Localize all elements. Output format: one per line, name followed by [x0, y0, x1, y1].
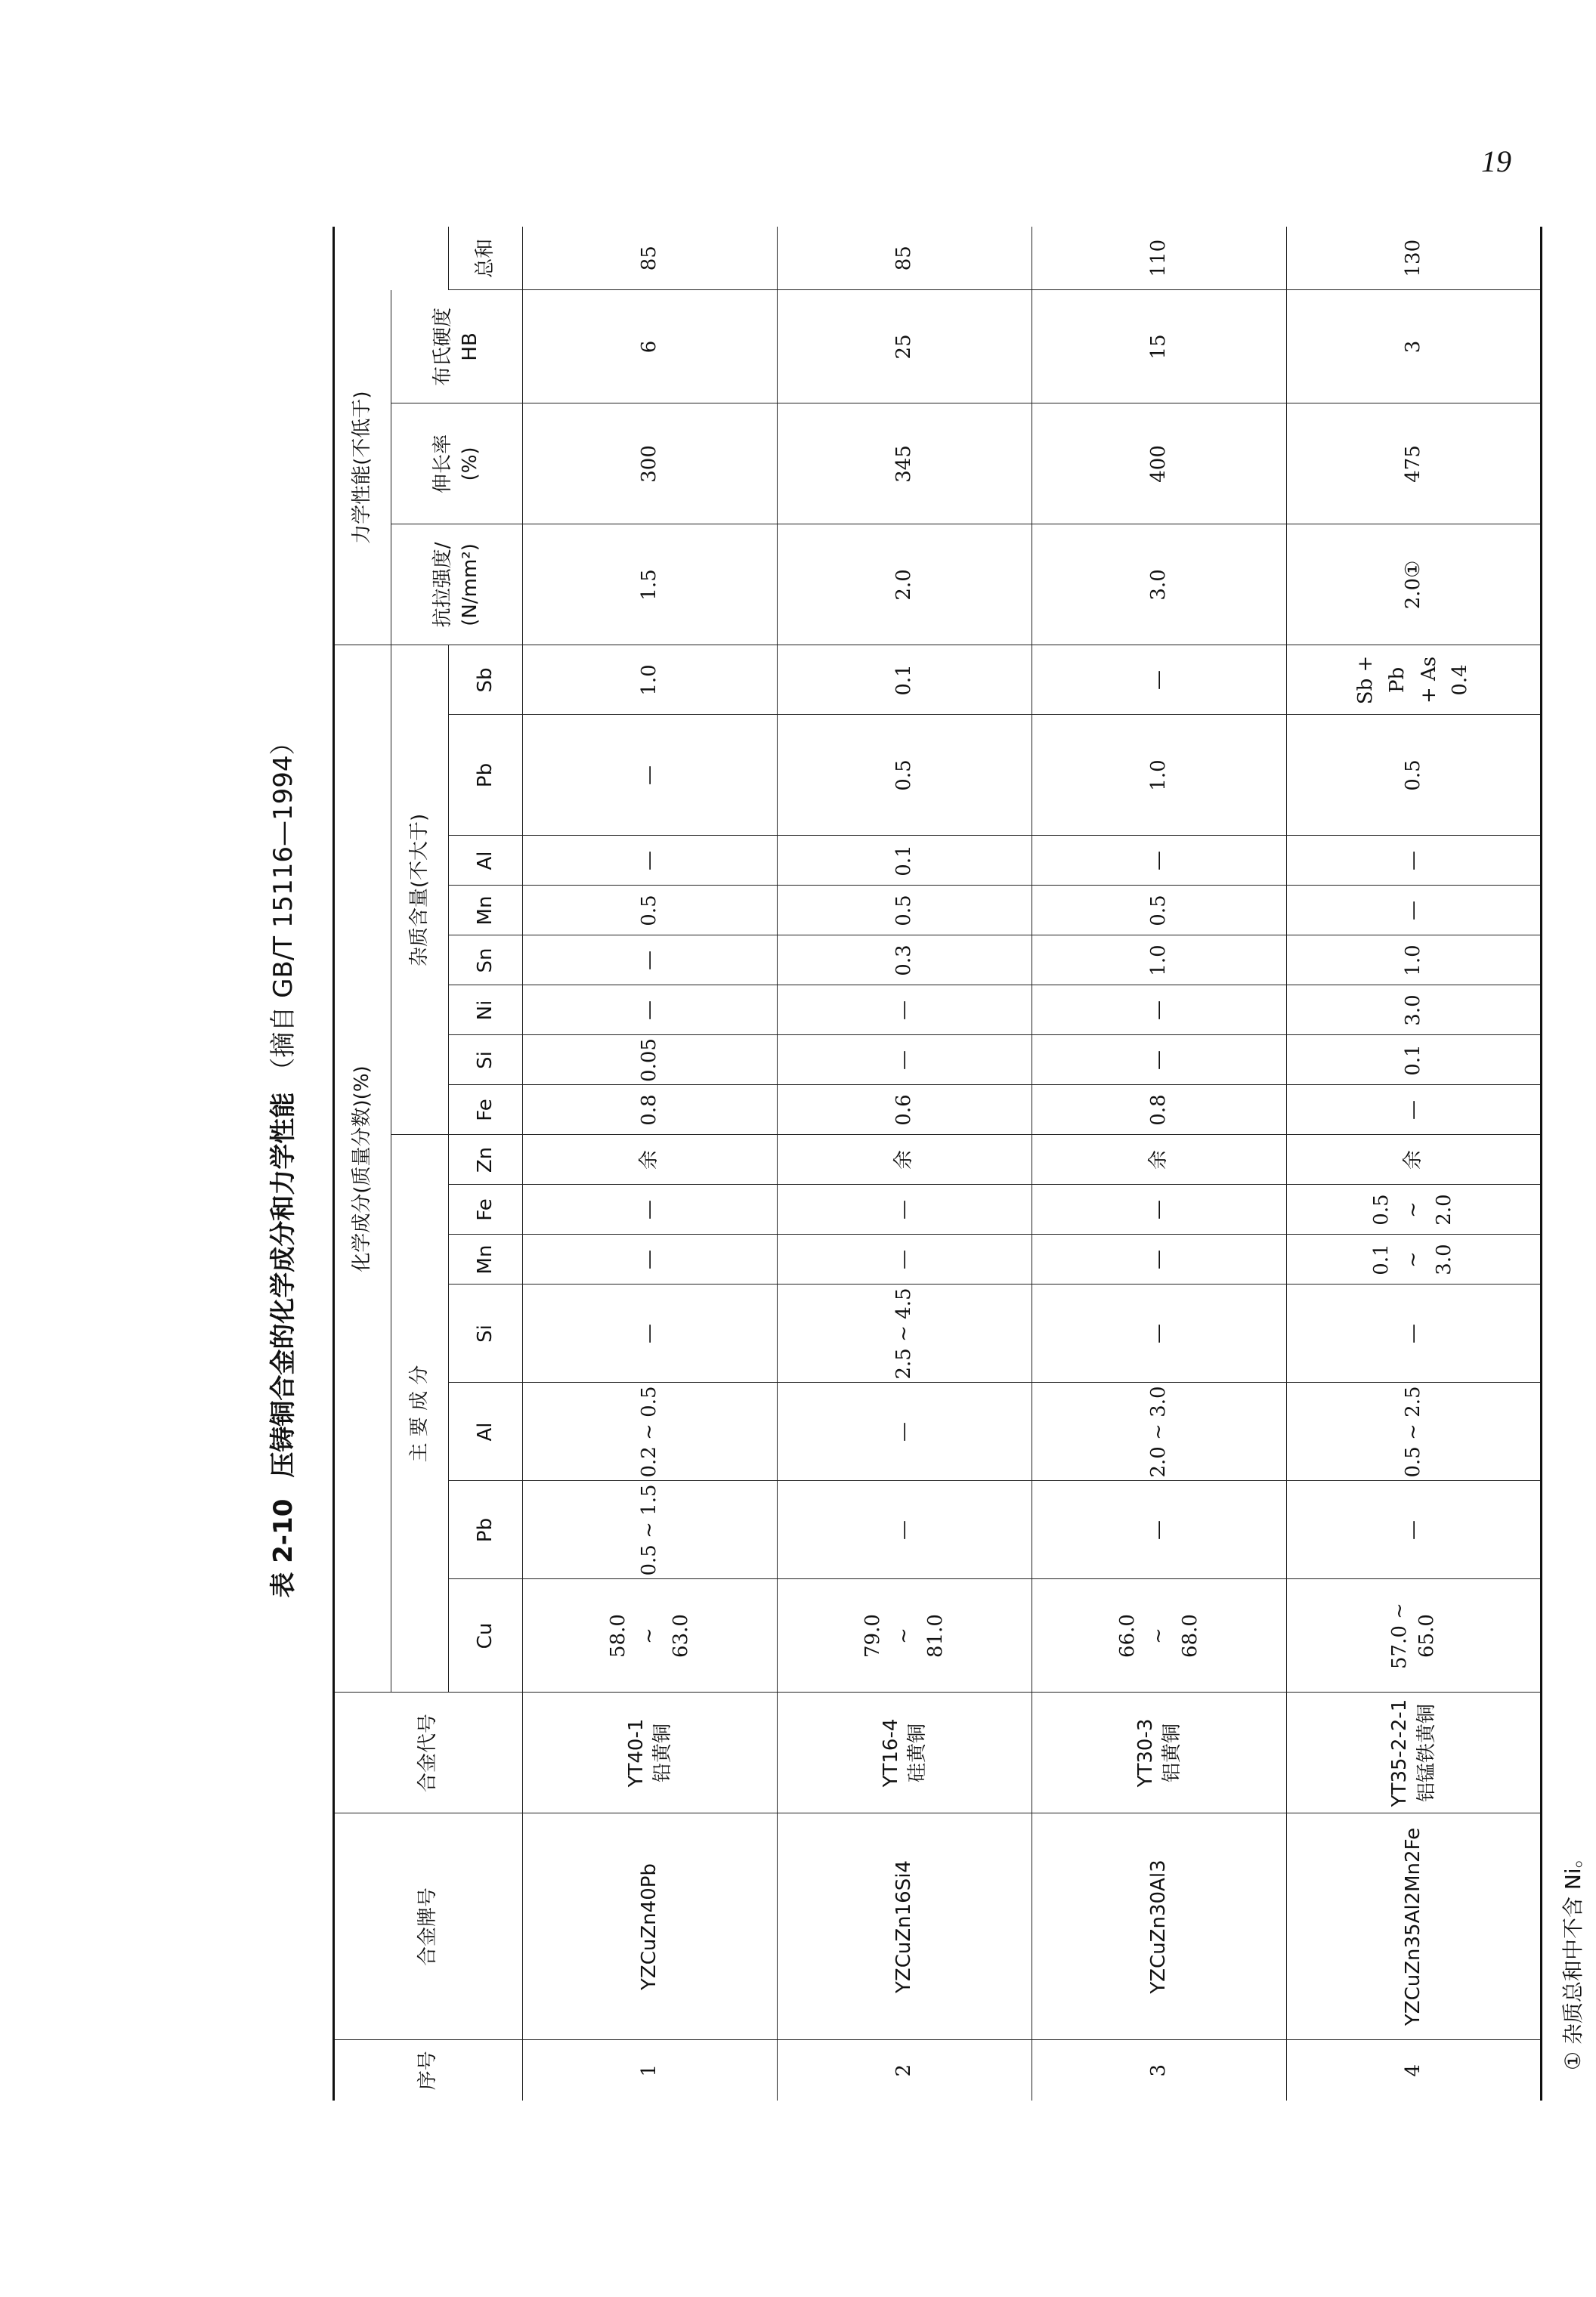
header-code: 合金代号 — [334, 1693, 523, 1813]
cell-tensile: 345 — [778, 403, 1032, 524]
cell-code-name: 铝黄铜 — [1161, 1724, 1183, 1783]
cell-elongation: 6 — [523, 290, 778, 403]
cell-cu-max: 81.0 — [923, 1614, 947, 1658]
header-tensile-unit: (N/mm²) — [458, 543, 481, 626]
cell-imp-total: 3.0 — [1032, 524, 1287, 645]
cell-imp-pb: 0.5 — [1287, 715, 1542, 836]
cell-imp-si: — — [1032, 1035, 1287, 1085]
cell-zn: 余 — [523, 1135, 778, 1185]
header-elongation — [391, 403, 523, 524]
cell-imp-pb: — — [523, 715, 778, 836]
cell-hardness: 85 — [778, 227, 1032, 290]
cell-seq: 4 — [1287, 2040, 1542, 2101]
cell-code-id: YT16-4 — [879, 1718, 902, 1788]
cell-imp-si: 0.1 — [1287, 1035, 1542, 1085]
cell-imp-fe: 0.6 — [778, 1085, 1032, 1135]
cell-mn-min: 0.1 — [1370, 1244, 1393, 1275]
cell-zn: 余 — [778, 1135, 1032, 1185]
cell-code-id: YT30-3 — [1134, 1718, 1157, 1788]
cell-imp-ni: — — [778, 985, 1032, 1035]
cell-imp-fe: — — [1287, 1085, 1542, 1135]
cell-imp-fe: 0.8 — [1032, 1085, 1287, 1135]
cell-imp-sb-line2: + As — [1417, 656, 1440, 704]
cell-brand: YZCuZn30Al3 — [1032, 1813, 1287, 2040]
header-imp-si: Si — [449, 1035, 523, 1085]
cell-seq: 3 — [1032, 2040, 1287, 2101]
cell-imp-total: 1.5 — [523, 524, 778, 645]
cell-si: — — [1287, 1285, 1542, 1383]
header-main: 主 要 成 分 — [391, 1135, 449, 1693]
cell-si: 2.5 ~ 4.5 — [778, 1285, 1032, 1383]
cell-imp-mn: 0.5 — [1032, 886, 1287, 935]
table-title — [257, 227, 310, 2101]
cell-tensile: 400 — [1032, 403, 1287, 524]
cell-mn-max: 3.0 — [1433, 1244, 1456, 1275]
cell-si: — — [1032, 1285, 1287, 1383]
cell-mn: — — [523, 1235, 778, 1285]
cell-cu-min: 58.0 — [606, 1614, 629, 1658]
table-number: 表 2-10 — [268, 1498, 298, 1598]
cell-imp-sb: — — [1032, 645, 1287, 715]
cell-mn-sep: ~ — [1401, 1251, 1424, 1268]
header-imp-al: Al — [449, 836, 523, 886]
cell-tensile: 300 — [523, 403, 778, 524]
table-row — [1032, 227, 1287, 2101]
cell-cu — [523, 1579, 778, 1693]
cell-imp-fe: 0.8 — [523, 1085, 778, 1135]
cell-imp-sn: 0.3 — [778, 935, 1032, 985]
header-main-zn: Zn — [449, 1135, 523, 1185]
cell-code — [1032, 1693, 1287, 1813]
cell-imp-sn: 1.0 — [1287, 935, 1542, 985]
cell-cu-max: 63.0 — [669, 1614, 692, 1658]
cell-code — [1287, 1693, 1542, 1813]
cell-imp-ni: 3.0 — [1287, 985, 1542, 1035]
cell-zn: 余 — [1287, 1135, 1542, 1185]
cell-hardness: 130 — [1287, 227, 1542, 290]
cell-imp-ni: — — [1032, 985, 1287, 1035]
header-main-fe: Fe — [449, 1185, 523, 1235]
header-main-cu: Cu — [449, 1579, 523, 1693]
cell-tensile: 475 — [1287, 403, 1542, 524]
cell-imp-si: — — [778, 1035, 1032, 1085]
table-source: （摘自 GB/T 15116—1994） — [268, 729, 298, 1084]
header-hardness — [391, 290, 523, 403]
cell-al: — — [778, 1383, 1032, 1481]
header-imp-total: 总和 — [449, 227, 523, 290]
cell-al: 2.0 ~ 3.0 — [1032, 1383, 1287, 1481]
table-title-text: 压铸铜合金的化学成分和力学性能 — [268, 1092, 298, 1478]
header-imp-ni: Ni — [449, 985, 523, 1035]
header-tensile-label: 抗拉强度/ — [431, 542, 455, 628]
cell-code — [778, 1693, 1032, 1813]
cell-brand: YZCuZn40Pb — [523, 1813, 778, 2040]
cell-al: 0.5 ~ 2.5 — [1287, 1383, 1542, 1481]
cell-imp-sb-line3: 0.4 — [1449, 664, 1472, 696]
header-main-mn: Mn — [449, 1235, 523, 1285]
cell-cu: 57.0 ~ 65.0 — [1287, 1579, 1542, 1693]
header-imp-mn: Mn — [449, 886, 523, 935]
header-brand: 合金牌号 — [334, 1813, 523, 2040]
header-seq: 序号 — [334, 2040, 523, 2101]
cell-imp-sb: 1.0 — [523, 645, 778, 715]
table-row — [523, 227, 778, 2101]
header-elongation-label: 伸长率 — [431, 434, 455, 493]
cell-imp-si: 0.05 — [523, 1035, 778, 1085]
cell-imp-sb — [1287, 645, 1542, 715]
cell-cu-min: 79.0 — [861, 1614, 884, 1658]
cell-code — [523, 1693, 778, 1813]
cell-cu — [1032, 1579, 1287, 1693]
header-hardness-label: 布氏硬度 — [431, 307, 455, 386]
cell-al: 0.2 ~ 0.5 — [523, 1383, 778, 1481]
header-imp-pb: Pb — [449, 715, 523, 836]
cell-cu-min: 66.0 — [1115, 1614, 1139, 1658]
cell-elongation: 15 — [1032, 290, 1287, 403]
alloy-table — [332, 227, 1542, 2101]
header-hardness-unit: HB — [458, 332, 481, 361]
cell-imp-pb: 0.5 — [778, 715, 1032, 836]
table-row — [1287, 227, 1542, 2101]
cell-pb: — — [778, 1481, 1032, 1579]
cell-hardness: 110 — [1032, 227, 1287, 290]
header-imp-fe: Fe — [449, 1085, 523, 1135]
cell-fe: — — [1032, 1185, 1287, 1235]
cell-imp-ni: — — [523, 985, 778, 1035]
cell-code-name: 铅黄铜 — [651, 1724, 674, 1783]
cell-cu-sep: ~ — [638, 1628, 661, 1644]
header-imp-sn: Sn — [449, 935, 523, 985]
cell-fe-sep: ~ — [1401, 1201, 1424, 1218]
cell-imp-al: 0.1 — [778, 836, 1032, 886]
header-main-al: Al — [449, 1383, 523, 1481]
cell-pb: — — [1032, 1481, 1287, 1579]
cell-mn — [1287, 1235, 1542, 1285]
header-mech: 力学性能(不低于) — [334, 290, 391, 645]
cell-imp-mn: — — [1287, 886, 1542, 935]
cell-seq: 2 — [778, 2040, 1032, 2101]
rotated-table-block — [257, 227, 1585, 2101]
cell-code-name: 铝锰铁黄铜 — [1415, 1704, 1438, 1803]
cell-zn: 余 — [1032, 1135, 1287, 1185]
cell-pb: 0.5 ~ 1.5 — [523, 1481, 778, 1579]
cell-imp-sn: 1.0 — [1032, 935, 1287, 985]
cell-cu — [778, 1579, 1032, 1693]
cell-imp-total: 2.0① — [1287, 524, 1542, 645]
header-tensile — [391, 524, 523, 645]
cell-brand: YZCuZn16Si4 — [778, 1813, 1032, 2040]
cell-imp-pb: 1.0 — [1032, 715, 1287, 836]
cell-brand: YZCuZn35Al2Mn2Fe — [1287, 1813, 1542, 2040]
cell-fe-max: 2.0 — [1433, 1194, 1456, 1226]
cell-pb: — — [1287, 1481, 1542, 1579]
cell-seq: 1 — [523, 2040, 778, 2101]
cell-imp-sn: — — [523, 935, 778, 985]
cell-mn: — — [778, 1235, 1032, 1285]
cell-imp-sb-line1: Sb + Pb — [1354, 655, 1409, 705]
cell-hardness: 85 — [523, 227, 778, 290]
table-row — [778, 227, 1032, 2101]
cell-fe: — — [778, 1185, 1032, 1235]
header-chem: 化学成分(质量分数)(%) — [334, 645, 391, 1693]
header-imp-sb: Sb — [449, 645, 523, 715]
header-elongation-unit: (%) — [458, 447, 481, 481]
cell-code-id: YT40-1 — [624, 1718, 648, 1788]
header-main-si: Si — [449, 1285, 523, 1383]
cell-imp-al: — — [1287, 836, 1542, 886]
cell-fe: — — [523, 1185, 778, 1235]
cell-imp-sb: 0.1 — [778, 645, 1032, 715]
cell-si: — — [523, 1285, 778, 1383]
table-footnote: ① 杂质总和中不含 Ni。 — [1560, 1847, 1585, 2070]
cell-elongation: 25 — [778, 290, 1032, 403]
cell-fe — [1287, 1185, 1542, 1235]
cell-imp-al: — — [1032, 836, 1287, 886]
header-impurity: 杂质含量(不大于) — [391, 645, 449, 1135]
cell-imp-mn: 0.5 — [778, 886, 1032, 935]
cell-elongation: 3 — [1287, 290, 1542, 403]
cell-cu-sep: ~ — [1147, 1628, 1171, 1644]
cell-cu-sep: ~ — [892, 1628, 916, 1644]
cell-code-id: YT35-2-2-1 — [1388, 1699, 1412, 1807]
header-main-pb: Pb — [449, 1481, 523, 1579]
cell-fe-min: 0.5 — [1370, 1194, 1393, 1226]
cell-cu-max: 68.0 — [1178, 1614, 1202, 1658]
cell-mn: — — [1032, 1235, 1287, 1285]
cell-imp-al: — — [523, 836, 778, 886]
cell-code-name: 硅黄铜 — [906, 1724, 929, 1783]
cell-imp-total: 2.0 — [778, 524, 1032, 645]
cell-imp-mn: 0.5 — [523, 886, 778, 935]
page-number: 19 — [1481, 144, 1511, 178]
